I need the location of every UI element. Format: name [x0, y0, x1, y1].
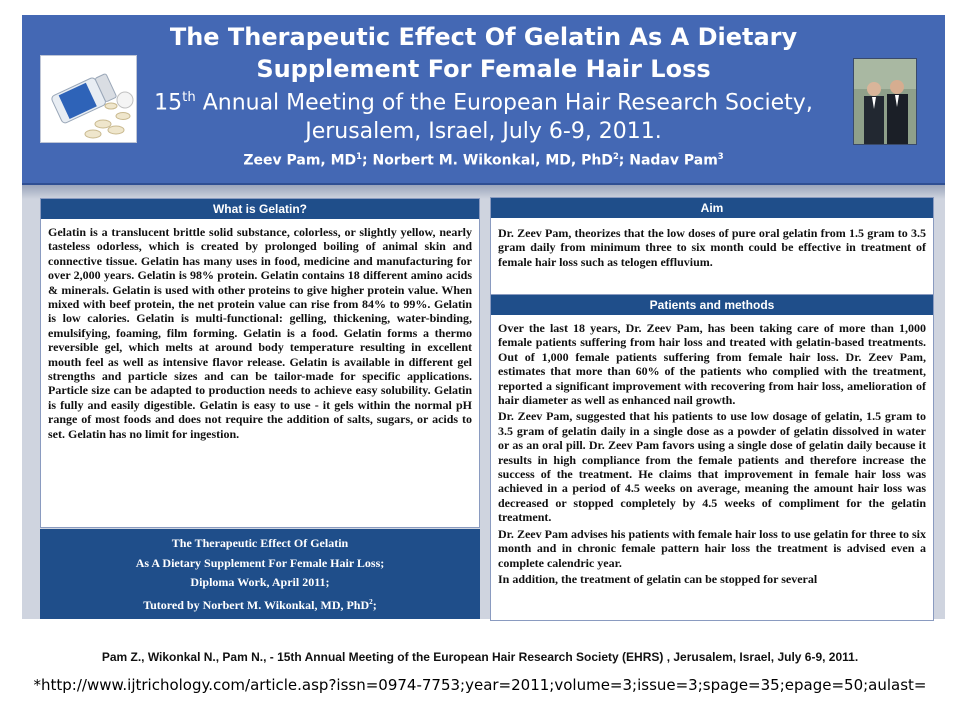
diploma-defender-affiliation: 3	[321, 620, 326, 628]
poster	[22, 15, 945, 634]
author-3-affiliation: 3	[717, 151, 724, 161]
citation-text: Pam Z., Wikonkal N., Pam N., - 15th Annual Meeting of the European Hair Research Society (EHRS) , Jerusalem, Israel, July 6-9, 2011.	[101, 650, 859, 664]
diploma-tutor: Tutored by Norbert M. Wikonkal, MD, PhD	[143, 597, 370, 612]
what-is-gelatin-body: Gelatin is a translucent brittle solid substance, colorless, or slightly yellow, nearly tasteless odorless, which is created by prolonged boiling of animal skin and connective tissue. Gelatin has many uses in food, medicine and manufacturing for over 2,000 years. Gelatin is 98% protein. Gelatin contains 18 different amino acids & minerals. Gelatin is used with other proteins to give higher protein value. When mixed with beef protein, the net protein value can rise from 84% to 99%. Gelatin is low calories. Gelatin is multi-functional: gelling, thickening, water-binding, emulsifying, foaming, film forming. Gelatin is a food. Gelatin forms a thermo reversible gel, which melts at around body temperature resulting in excellent mouth feel as well as intensive flavor release. Gelatin is available in different gel strengths and particle sizes and can be tailor-made for specific applications. Particle size can be adapted to production needs to achieve easy solubility. Gelatin is fully and easily digestible. Gelatin is easy to use - it gels within the normal pH range of most foods and does not require the addition of salts, sugars, or acids to set. Gelatin has no limit for ingestion.	[48, 225, 472, 441]
methods-paragraph-3: Dr. Zeev Pam advises his patients with female hair loss to use gelatin for three to six month and in chronic female pattern hair loss the treatment is advised even a complete calendric year.	[498, 526, 926, 570]
aim-heading: Aim	[491, 198, 933, 218]
methods-paragraph-2: Dr. Zeev Pam, suggested that his patients to use low dosage of gelatin, 1.5 gram to 3.5 gram of gelatin daily in a single dose as a powder of gelatin dissolved in water or as an oral pill. Dr. Zeev Pam favors using a single dose of gelatin daily because it results in high compliance from the female patients and therefore increase the success of the treatment. He claims that improvement in female hair loss was achieved in a period of 4.5 weeks on average, meaning the amount hair loss was decreased or stopped completely by 4.5 weeks of compliment for the gelatin treatment.	[498, 409, 926, 525]
author-1: Zeev Pam, MD	[243, 152, 357, 169]
methods-paragraph-4: In addition, the treatment of gelatin can be stopped for several	[498, 571, 818, 586]
meeting-ordinal: 15	[154, 90, 183, 116]
what-is-gelatin-heading: What is Gelatin?	[41, 199, 479, 219]
diploma-line-2: As A Dietary Supplement For Female Hair Loss;	[135, 555, 385, 570]
meeting-ordinal-suffix: th	[182, 90, 196, 105]
author-2: ; Norbert M. Wikonkal, MD, PhD	[362, 152, 613, 169]
diploma-tutor-affiliation: 2	[369, 597, 373, 606]
poster-header	[22, 15, 945, 185]
patients-methods-heading: Patients and methods	[491, 295, 933, 315]
what-is-gelatin-section	[40, 198, 480, 528]
author-2-affiliation: 2	[612, 151, 619, 161]
meeting-name	[22, 90, 945, 115]
aim-section	[490, 197, 934, 306]
author-3: ; Nadav Pam	[618, 152, 718, 169]
diploma-defender: Defended by Nadav Pam	[194, 620, 322, 634]
aim-body: Dr. Zeev Pam, theorizes that the low doses of pure oral gelatin from 1.5 gram to 3.5 gram daily from minimum three to six month could be effective in treatment of female hair loss such as telogen effluvium.	[498, 226, 926, 269]
patients-methods-section	[490, 294, 934, 621]
poster-title-line1: The Therapeutic Effect Of Gelatin As A Dietary	[169, 23, 798, 51]
source-url: *http://www.ijtrichology.com/article.asp?issn=0974-7753;year=2011;volume=3;issue=3;spage=35;epage=50;aulast=	[33, 676, 927, 694]
meeting-location: Jerusalem, Israel, July 6-9, 2011.	[305, 119, 662, 144]
diploma-line-5	[40, 615, 480, 638]
diploma-line-1: The Therapeutic Effect Of Gelatin	[171, 536, 349, 550]
methods-paragraph-1: Over the last 18 years, Dr. Zeev Pam, has been taking care of more than 1,000 female patients suffering from hair loss and treated with gelatin-based treatments. Out of 1,000 female patients suffering from female hair loss. Dr. Zeev Pam, estimates that more than 60% of the patients who complied with the treatment, reported a significant improvement with recovering from hair loss, amelioration of hair diameter as well as enhanced nail growth.	[498, 321, 926, 408]
author-1-affiliation: 1	[356, 151, 362, 161]
authors-photo	[853, 58, 917, 145]
author-list	[22, 151, 945, 169]
diploma-line-3: Diploma Work, April 2011;	[190, 575, 330, 589]
diploma-info-box	[40, 529, 480, 634]
meeting-name-rest: Annual Meeting of the European Hair Research Society,	[195, 90, 813, 116]
diploma-tutor-end: ;	[372, 597, 377, 612]
diploma-line-4	[40, 593, 480, 616]
poster-title-line2: Supplement For Female Hair Loss	[256, 55, 711, 83]
